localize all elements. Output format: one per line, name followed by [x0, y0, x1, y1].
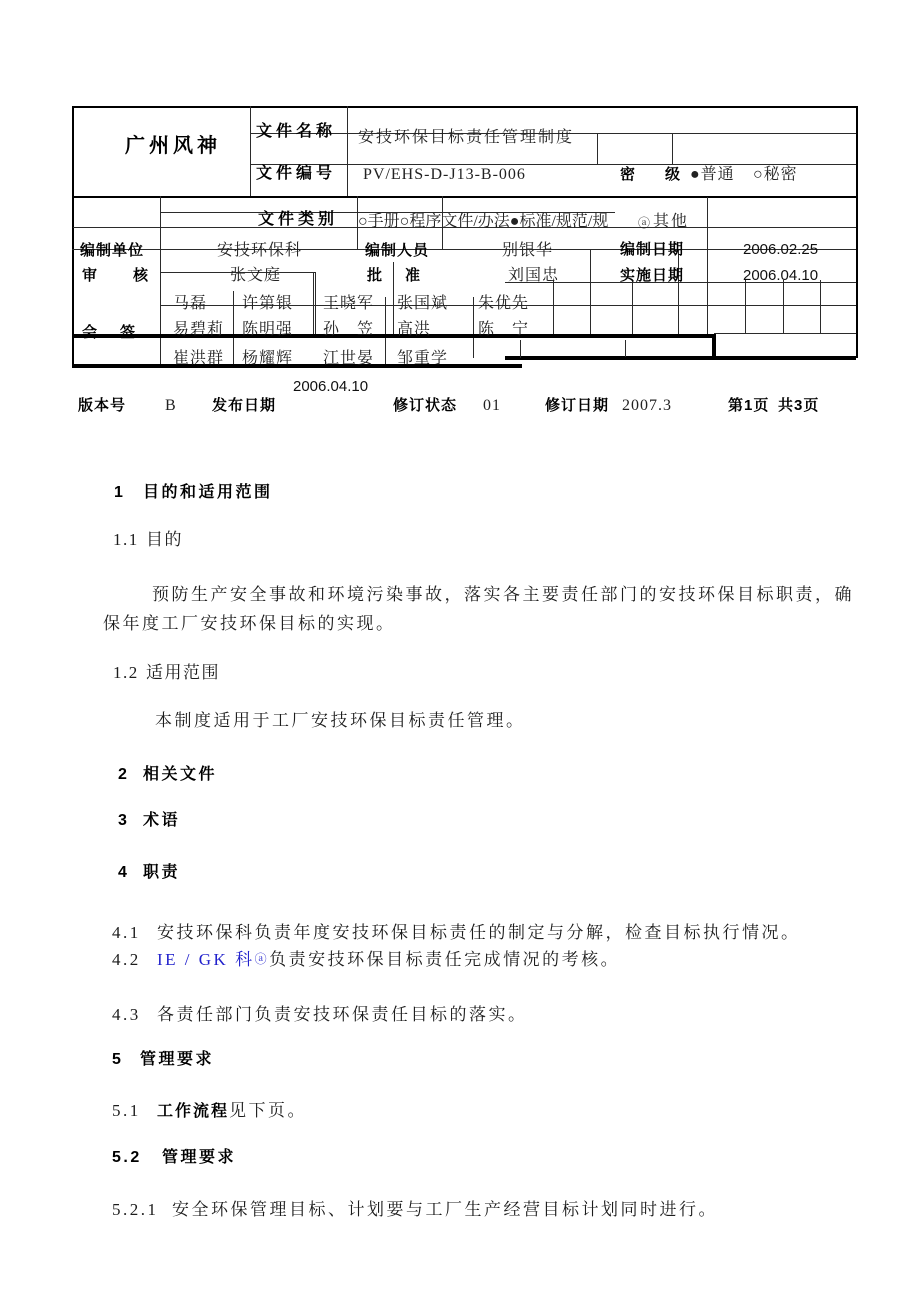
secrecy-label-1: 密 — [620, 166, 637, 183]
table-line — [233, 291, 234, 367]
table-line — [625, 340, 626, 357]
reviewer-value: 张文庭 — [230, 267, 282, 284]
paragraph-purpose-line1: 预防生产安全事故和环境污染事故，落实各主要责任部门的安技环保目标职责，确 — [152, 585, 854, 604]
table-line — [505, 356, 856, 360]
countersign-name: 邹重学 — [397, 350, 449, 367]
table-line — [590, 250, 591, 334]
doc-name-label: 文件名称 — [256, 123, 337, 140]
section-title: 管理要求 — [140, 1051, 215, 1068]
floating-date: 2006.04.10 — [293, 378, 369, 395]
table-line — [678, 250, 679, 334]
table-line — [72, 106, 74, 368]
countersign-name: 江世晏 — [323, 350, 375, 367]
section-title: 目的 — [146, 530, 183, 549]
section-5-2-heading — [112, 1149, 236, 1167]
impl-date-label: 实施日期 — [620, 267, 685, 284]
category-label: 文件类别 — [258, 211, 339, 228]
section-title: 术语 — [143, 812, 181, 829]
clause-number: 5.1 — [112, 1101, 141, 1120]
section-number: 5 — [112, 1051, 124, 1068]
countersign-name: 许第银 — [242, 295, 294, 312]
section-5-heading — [112, 1051, 214, 1069]
table-line — [473, 297, 474, 358]
secrecy-label-2: 级 — [665, 166, 682, 183]
table-line — [72, 106, 858, 108]
table-line — [783, 280, 784, 334]
clause-number: 5.2.1 — [112, 1200, 159, 1219]
clause-text: 安全环保管理目标、计划要与工厂生产经营目标计划同时进行。 — [172, 1200, 718, 1219]
section-number: 1 — [114, 484, 126, 501]
doc-no-label: 文件编号 — [256, 165, 337, 182]
section-3-heading — [118, 812, 180, 830]
section-number: 1.1 — [113, 530, 139, 549]
table-line — [72, 334, 716, 338]
paragraph-scope: 本制度适用于工厂安技环保目标责任管理。 — [155, 711, 526, 730]
table-line — [520, 340, 521, 358]
compile-unit-value: 安技环保科 — [217, 242, 303, 259]
table-line — [707, 197, 708, 334]
table-line — [632, 280, 633, 334]
approver-value: 刘国忠 — [508, 267, 560, 284]
table-line — [745, 280, 746, 334]
table-line — [856, 106, 858, 358]
paragraph-purpose-line2: 保年度工厂安技环保目标的实现。 — [103, 614, 396, 633]
compiler-label: 编制人员 — [365, 242, 430, 259]
category-other-mark-icon: ⓐ — [638, 216, 652, 230]
doc-no-value: PV/EHS-D-J13-B-006 — [363, 166, 526, 183]
version-label: 版本号 — [78, 397, 127, 414]
compile-date-label: 编制日期 — [620, 241, 685, 258]
table-line — [820, 280, 821, 334]
comment-anchor-icon: ⓐ — [254, 952, 270, 966]
section-title: 目的和适用范围 — [143, 484, 273, 501]
section-4-heading — [118, 864, 180, 882]
countersign-name: 杨耀辉 — [242, 350, 294, 367]
countersign-name: 陈 宁 — [478, 321, 530, 338]
section-1-heading — [114, 484, 273, 502]
paragraph-5-2-1 — [112, 1200, 718, 1220]
countersign-label: 会签 — [82, 324, 159, 341]
countersign-name: 陈明强 — [242, 321, 294, 338]
section-number: 1.2 — [113, 663, 139, 682]
section-5-1-line — [112, 1101, 307, 1121]
paragraph-4-1 — [112, 923, 801, 943]
page-total: 共3页 — [778, 397, 820, 414]
clause-number: 4.1 — [112, 923, 141, 942]
clause-text: 安技环保科负责年度安技环保目标责任的制定与分解，检查目标执行情况。 — [157, 923, 801, 942]
clause-text: 负责安技环保目标责任完成情况的考核。 — [269, 950, 621, 969]
version-value: B — [165, 397, 177, 414]
page-current: 第1页 — [728, 397, 770, 414]
secrecy-option-secret: ○秘密 — [753, 166, 798, 183]
countersign-name: 朱优先 — [478, 295, 530, 312]
approve-label: 批准 — [367, 267, 444, 284]
countersign-name: 高洪 — [397, 321, 432, 338]
section-title: 管理要求 — [162, 1149, 237, 1166]
section-1-1-heading — [113, 530, 183, 550]
category-other-option: 其他 — [653, 213, 690, 230]
countersign-name: 易碧莉 — [173, 321, 225, 338]
compiler-value: 别银华 — [502, 242, 554, 259]
section-title: 相关文件 — [143, 766, 218, 783]
table-line — [385, 297, 386, 367]
table-line — [313, 272, 314, 334]
section-1-2-heading — [113, 663, 220, 683]
revision-state-label: 修订状态 — [393, 397, 458, 414]
revision-date-label: 修订日期 — [545, 397, 610, 414]
clause-text: 各责任部门负责安技环保责任目标的落实。 — [157, 1005, 528, 1024]
table-line — [597, 133, 598, 164]
table-line — [250, 164, 856, 165]
table-line — [672, 133, 673, 164]
countersign-name: 崔洪群 — [173, 350, 225, 367]
table-line — [72, 364, 522, 368]
table-line — [553, 280, 554, 334]
table-line — [72, 196, 858, 198]
impl-date-value: 2006.04.10 — [743, 267, 819, 284]
section-number: 4 — [118, 864, 130, 881]
section-number: 2 — [118, 766, 130, 783]
countersign-name: 王晓军 — [323, 295, 375, 312]
table-line — [315, 272, 316, 334]
countersign-name: 张国斌 — [397, 295, 449, 312]
release-date-label: 发布日期 — [212, 397, 277, 414]
ie-gk-link[interactable]: IE / GK 科 — [157, 950, 255, 969]
table-line — [714, 333, 856, 334]
review-label: 审核 — [82, 267, 185, 284]
section-title: 适用范围 — [146, 663, 220, 682]
table-line — [72, 249, 856, 250]
clause-text: 见下页。 — [229, 1101, 308, 1120]
section-2-heading — [118, 766, 217, 784]
clause-number: 4.3 — [112, 1005, 141, 1024]
org-name: 广州风神 — [125, 135, 221, 157]
section-number: 5.2 — [112, 1149, 142, 1166]
revision-state-value: 01 — [483, 397, 501, 414]
compile-date-value: 2006.02.25 — [743, 241, 819, 258]
compile-unit-label: 编制单位 — [80, 242, 145, 259]
clause-number: 4.2 — [112, 950, 141, 969]
table-line — [250, 106, 251, 196]
countersign-name: 孙 笠 — [323, 321, 375, 338]
revision-date-value: 2007.3 — [622, 397, 672, 414]
section-title: 职责 — [143, 864, 181, 881]
category-options: ○手册○程序文件/办法●标准/规范/规 — [358, 213, 609, 230]
section-number: 3 — [118, 812, 130, 829]
paragraph-4-2 — [112, 950, 620, 970]
table-line — [347, 106, 348, 196]
doc-name-value: 安技环保目标责任管理制度 — [358, 129, 575, 146]
countersign-name: 马磊 — [173, 295, 208, 312]
workflow-bold-label: 工作流程 — [157, 1103, 230, 1120]
secrecy-option-public: ●普通 — [690, 166, 735, 183]
paragraph-4-3 — [112, 1005, 528, 1025]
